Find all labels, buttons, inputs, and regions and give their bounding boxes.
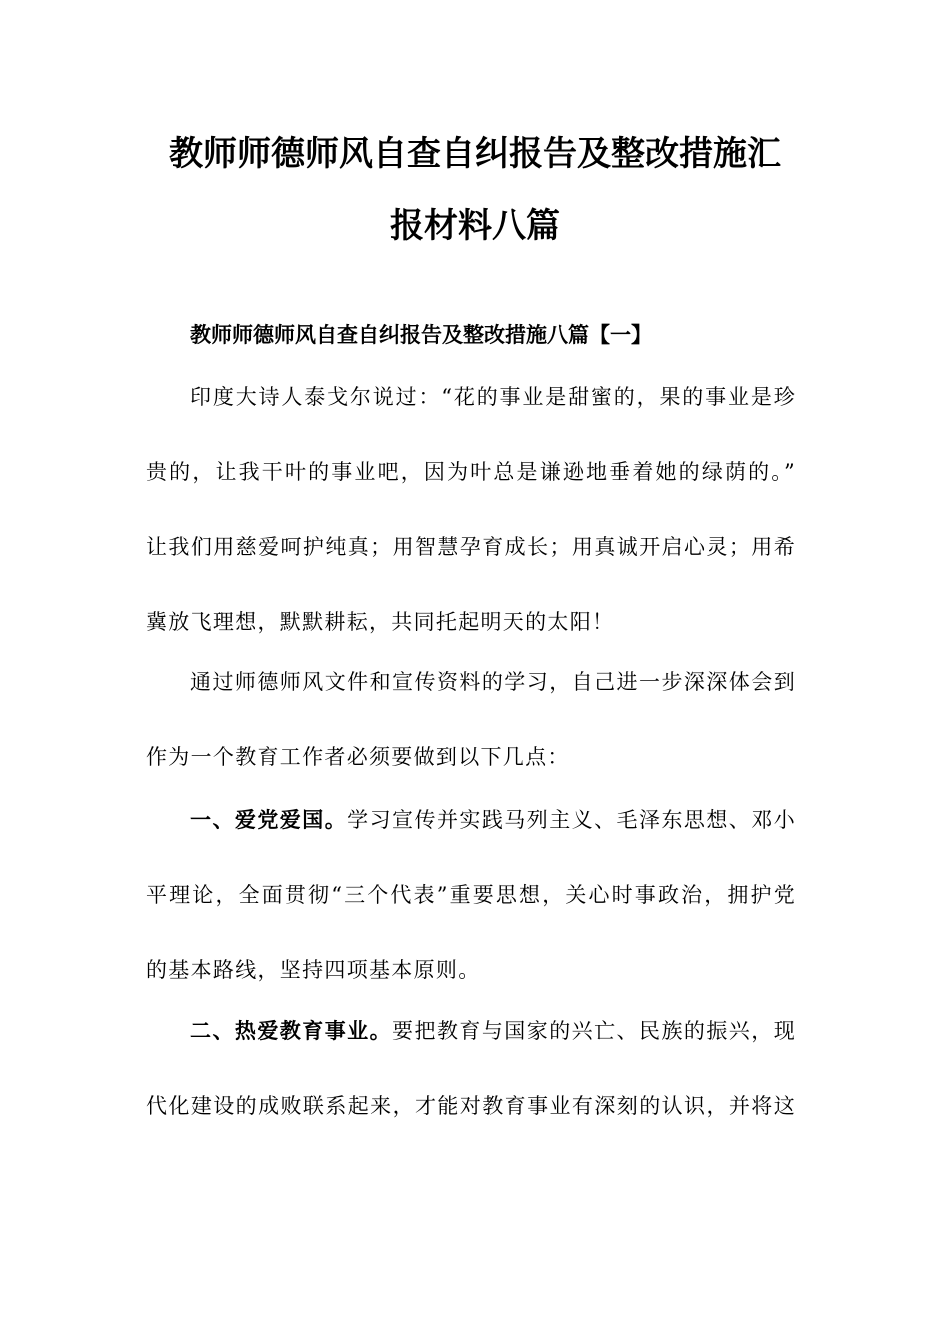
paragraph-1-line-4: 冀放飞理想，默默耕耘，共同托起明天的太阳！ [146, 610, 615, 634]
section-heading: 教师师德师风自查自纠报告及整改措施八篇【一】 [190, 323, 652, 347]
point-1-line-1 [190, 805, 796, 835]
point-2-line-2: 代化建设的成败联系起来，才能对教育事业有深刻的认识，并将这 [146, 1094, 796, 1118]
point-1-heading: 一、爱党爱国。 [190, 808, 348, 832]
point-2-text: 要把教育与国家的兴亡、民族的振兴，现 [392, 1019, 796, 1043]
point-2-heading: 二、热爱教育事业。 [190, 1019, 393, 1043]
paragraph-1-line-2: 贵的，让我干叶的事业吧，因为叶总是谦逊地垂着她的绿荫的。” [146, 460, 796, 484]
paragraph-2-line-2: 作为一个教育工作者必须要做到以下几点： [146, 745, 570, 769]
paragraph-1-line-1: 印度大诗人泰戈尔说过：“花的事业是甜蜜的，果的事业是珍 [190, 385, 796, 409]
point-1-line-2: 平理论，全面贯彻“三个代表”重要思想，关心时事政治，拥护党 [146, 883, 796, 907]
paragraph-1-line-3: 让我们用慈爱呵护纯真；用智慧孕育成长；用真诚开启心灵；用希 [146, 535, 796, 559]
document-title-line-2: 报材料八篇 [390, 206, 560, 246]
point-1-text: 学习宣传并实践马列主义、毛泽东思想、邓小 [347, 808, 796, 832]
point-1-line-3: 的基本路线，坚持四项基本原则。 [146, 958, 481, 982]
document-title-line-1: 教师师德师风自查自纠报告及整改措施汇 [169, 134, 781, 174]
point-2-line-1 [190, 1016, 796, 1046]
paragraph-2-line-1: 通过师德师风文件和宣传资料的学习，自己进一步深深体会到 [190, 670, 796, 694]
